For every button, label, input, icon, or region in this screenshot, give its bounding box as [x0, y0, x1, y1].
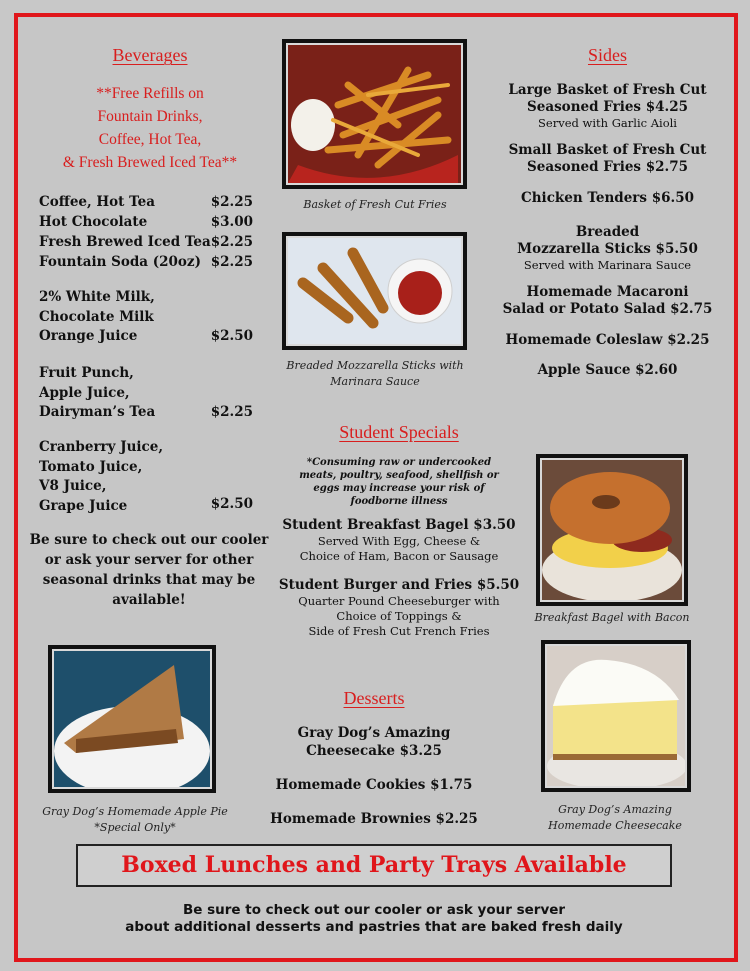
- item-price: $2.25: [210, 254, 253, 270]
- refills-line: & Fresh Brewed Iced Tea**: [62, 154, 238, 171]
- group-line: Chocolate Milk: [39, 308, 154, 325]
- caption-line: Marinara Sauce: [330, 375, 420, 388]
- side-item: [500, 190, 715, 207]
- mozzarella-caption: [270, 358, 480, 390]
- bagel-image: [542, 460, 682, 600]
- student-burger-special: [270, 576, 528, 639]
- bagel-caption: Breakfast Bagel with Bacon: [534, 611, 690, 624]
- special-desc: Choice of Toppings &: [336, 609, 462, 623]
- dessert-cookies: Homemade Cookies $1.75: [275, 777, 473, 793]
- group-line: Orange Juice: [39, 328, 138, 344]
- note-line: seasonal drinks that may be: [42, 572, 256, 588]
- side-item: [500, 362, 715, 379]
- warning-line: foodborne illness: [350, 496, 448, 507]
- group-line: Grape Juice: [39, 497, 128, 514]
- beverages-heading: Beverages: [112, 45, 188, 65]
- group-line: Tomato Juice,: [39, 458, 143, 475]
- item-name: Fountain Soda (20oz): [39, 254, 201, 270]
- side-item: [500, 142, 715, 176]
- cooler-note: [28, 530, 270, 610]
- footer-line: about additional desserts and pastries that are baked fresh daily: [125, 919, 623, 935]
- side-line: Seasoned Fries $2.75: [527, 159, 688, 175]
- side-item: [500, 332, 715, 349]
- note-line: Be sure to check out our cooler: [29, 532, 269, 548]
- beverage-item: [39, 193, 253, 213]
- cheesecake-photo: [541, 640, 691, 792]
- footer-note: [60, 902, 688, 936]
- food-safety-warning: [290, 456, 508, 508]
- mozzarella-photo: [282, 232, 467, 350]
- group-line: Fruit Punch,: [39, 365, 134, 381]
- mozzarella-image: [288, 238, 461, 344]
- fries-photo: [282, 39, 467, 189]
- special-title: Student Breakfast Bagel $3.50: [282, 517, 516, 533]
- apple-pie-caption: [30, 804, 240, 836]
- dessert-brownies: Homemade Brownies $2.25: [270, 811, 478, 827]
- special-desc: Side of Fresh Cut French Fries: [308, 624, 490, 638]
- boxed-lunches-banner: Boxed Lunches and Party Trays Available: [76, 844, 672, 887]
- group-price: $2.50: [210, 328, 253, 344]
- item-price: $2.25: [210, 234, 253, 250]
- special-title: Student Burger and Fries $5.50: [278, 577, 520, 593]
- group-price: $2.25: [210, 404, 253, 420]
- item-price: $2.25: [210, 194, 253, 210]
- side-line: Mozzarella Sticks $5.50: [517, 241, 698, 257]
- item-name: Fresh Brewed Iced Tea: [39, 234, 211, 250]
- dessert-line: Gray Dog’s Amazing: [297, 725, 451, 741]
- sides-heading: Sides: [587, 45, 627, 65]
- refills-line: Coffee, Hot Tea,: [98, 131, 202, 148]
- apple-pie-photo: [48, 645, 216, 793]
- side-line: Breaded: [575, 224, 640, 240]
- cheesecake-image: [547, 646, 685, 786]
- caption-line: Gray Dog’s Homemade Apple Pie: [42, 805, 228, 818]
- side-item: [500, 82, 715, 131]
- side-line: Homemade Macaroni: [526, 284, 689, 300]
- bagel-photo: [536, 454, 688, 606]
- cheesecake-caption: [520, 802, 710, 834]
- special-desc: Quarter Pound Cheeseburger with: [298, 594, 500, 608]
- beverage-group-juices: [39, 438, 163, 516]
- caption-line: Breaded Mozzarella Sticks with: [286, 359, 464, 372]
- fries-image: [288, 45, 461, 183]
- footer-line: Be sure to check out our cooler or ask your server: [182, 902, 566, 918]
- side-line: Small Basket of Fresh Cut: [508, 142, 707, 158]
- side-note: Served with Garlic Aioli: [538, 116, 677, 130]
- warning-line: eggs may increase your risk of: [313, 483, 485, 494]
- warning-line: meats, poultry, seafood, shellfish or: [299, 470, 499, 481]
- free-refills-note: [30, 82, 270, 174]
- dessert-line: Cheesecake $3.25: [306, 743, 442, 759]
- item-name: Coffee, Hot Tea: [39, 194, 155, 210]
- side-line: Chicken Tenders $6.50: [521, 190, 694, 206]
- side-note: Served with Marinara Sauce: [523, 258, 692, 272]
- beverage-group-punch: [39, 364, 155, 423]
- item-price: $3.00: [210, 214, 253, 230]
- caption-line: Homemade Cheesecake: [548, 819, 682, 832]
- item-name: Hot Chocolate: [39, 214, 148, 230]
- student-specials-heading: Student Specials: [339, 422, 459, 442]
- beverage-item: [39, 233, 253, 253]
- group-line: Cranberry Juice,: [39, 439, 164, 455]
- side-line: Seasoned Fries $4.25: [527, 99, 688, 115]
- sides-list: [500, 82, 715, 379]
- warning-line: *Consuming raw or undercooked: [306, 457, 492, 468]
- group-line: Dairyman’s Tea: [39, 404, 156, 420]
- side-item: [500, 224, 715, 273]
- side-line: Salad or Potato Salad $2.75: [502, 301, 713, 317]
- apple-pie-image: [54, 651, 210, 787]
- refills-line: Fountain Drinks,: [97, 108, 203, 125]
- beverage-item: [39, 253, 253, 273]
- side-line: Homemade Coleslaw $2.25: [505, 332, 710, 348]
- caption-line: *Special Only*: [94, 821, 176, 834]
- group-line: V8 Juice,: [39, 478, 107, 494]
- side-item: [500, 284, 715, 318]
- student-bagel-special: [270, 516, 528, 564]
- beverage-item: [39, 213, 253, 233]
- caption-line: Gray Dog’s Amazing: [558, 803, 672, 816]
- refills-line: **Free Refills on: [96, 85, 204, 102]
- side-line: Apple Sauce $2.60: [537, 362, 678, 378]
- group-line: 2% White Milk,: [39, 289, 155, 305]
- note-line: available!: [112, 592, 186, 608]
- group-line: Apple Juice,: [39, 384, 130, 401]
- side-line: Large Basket of Fresh Cut: [508, 82, 707, 98]
- note-line: or ask your server for other: [44, 552, 254, 568]
- dessert-cheesecake: [270, 724, 478, 760]
- special-desc: Choice of Ham, Bacon or Sausage: [299, 549, 499, 563]
- fries-caption: Basket of Fresh Cut Fries: [303, 198, 447, 211]
- special-desc: Served With Egg, Cheese &: [317, 534, 481, 548]
- beverage-group-milk: [39, 288, 155, 347]
- group-price: $2.50: [210, 496, 253, 512]
- desserts-heading: Desserts: [343, 688, 405, 708]
